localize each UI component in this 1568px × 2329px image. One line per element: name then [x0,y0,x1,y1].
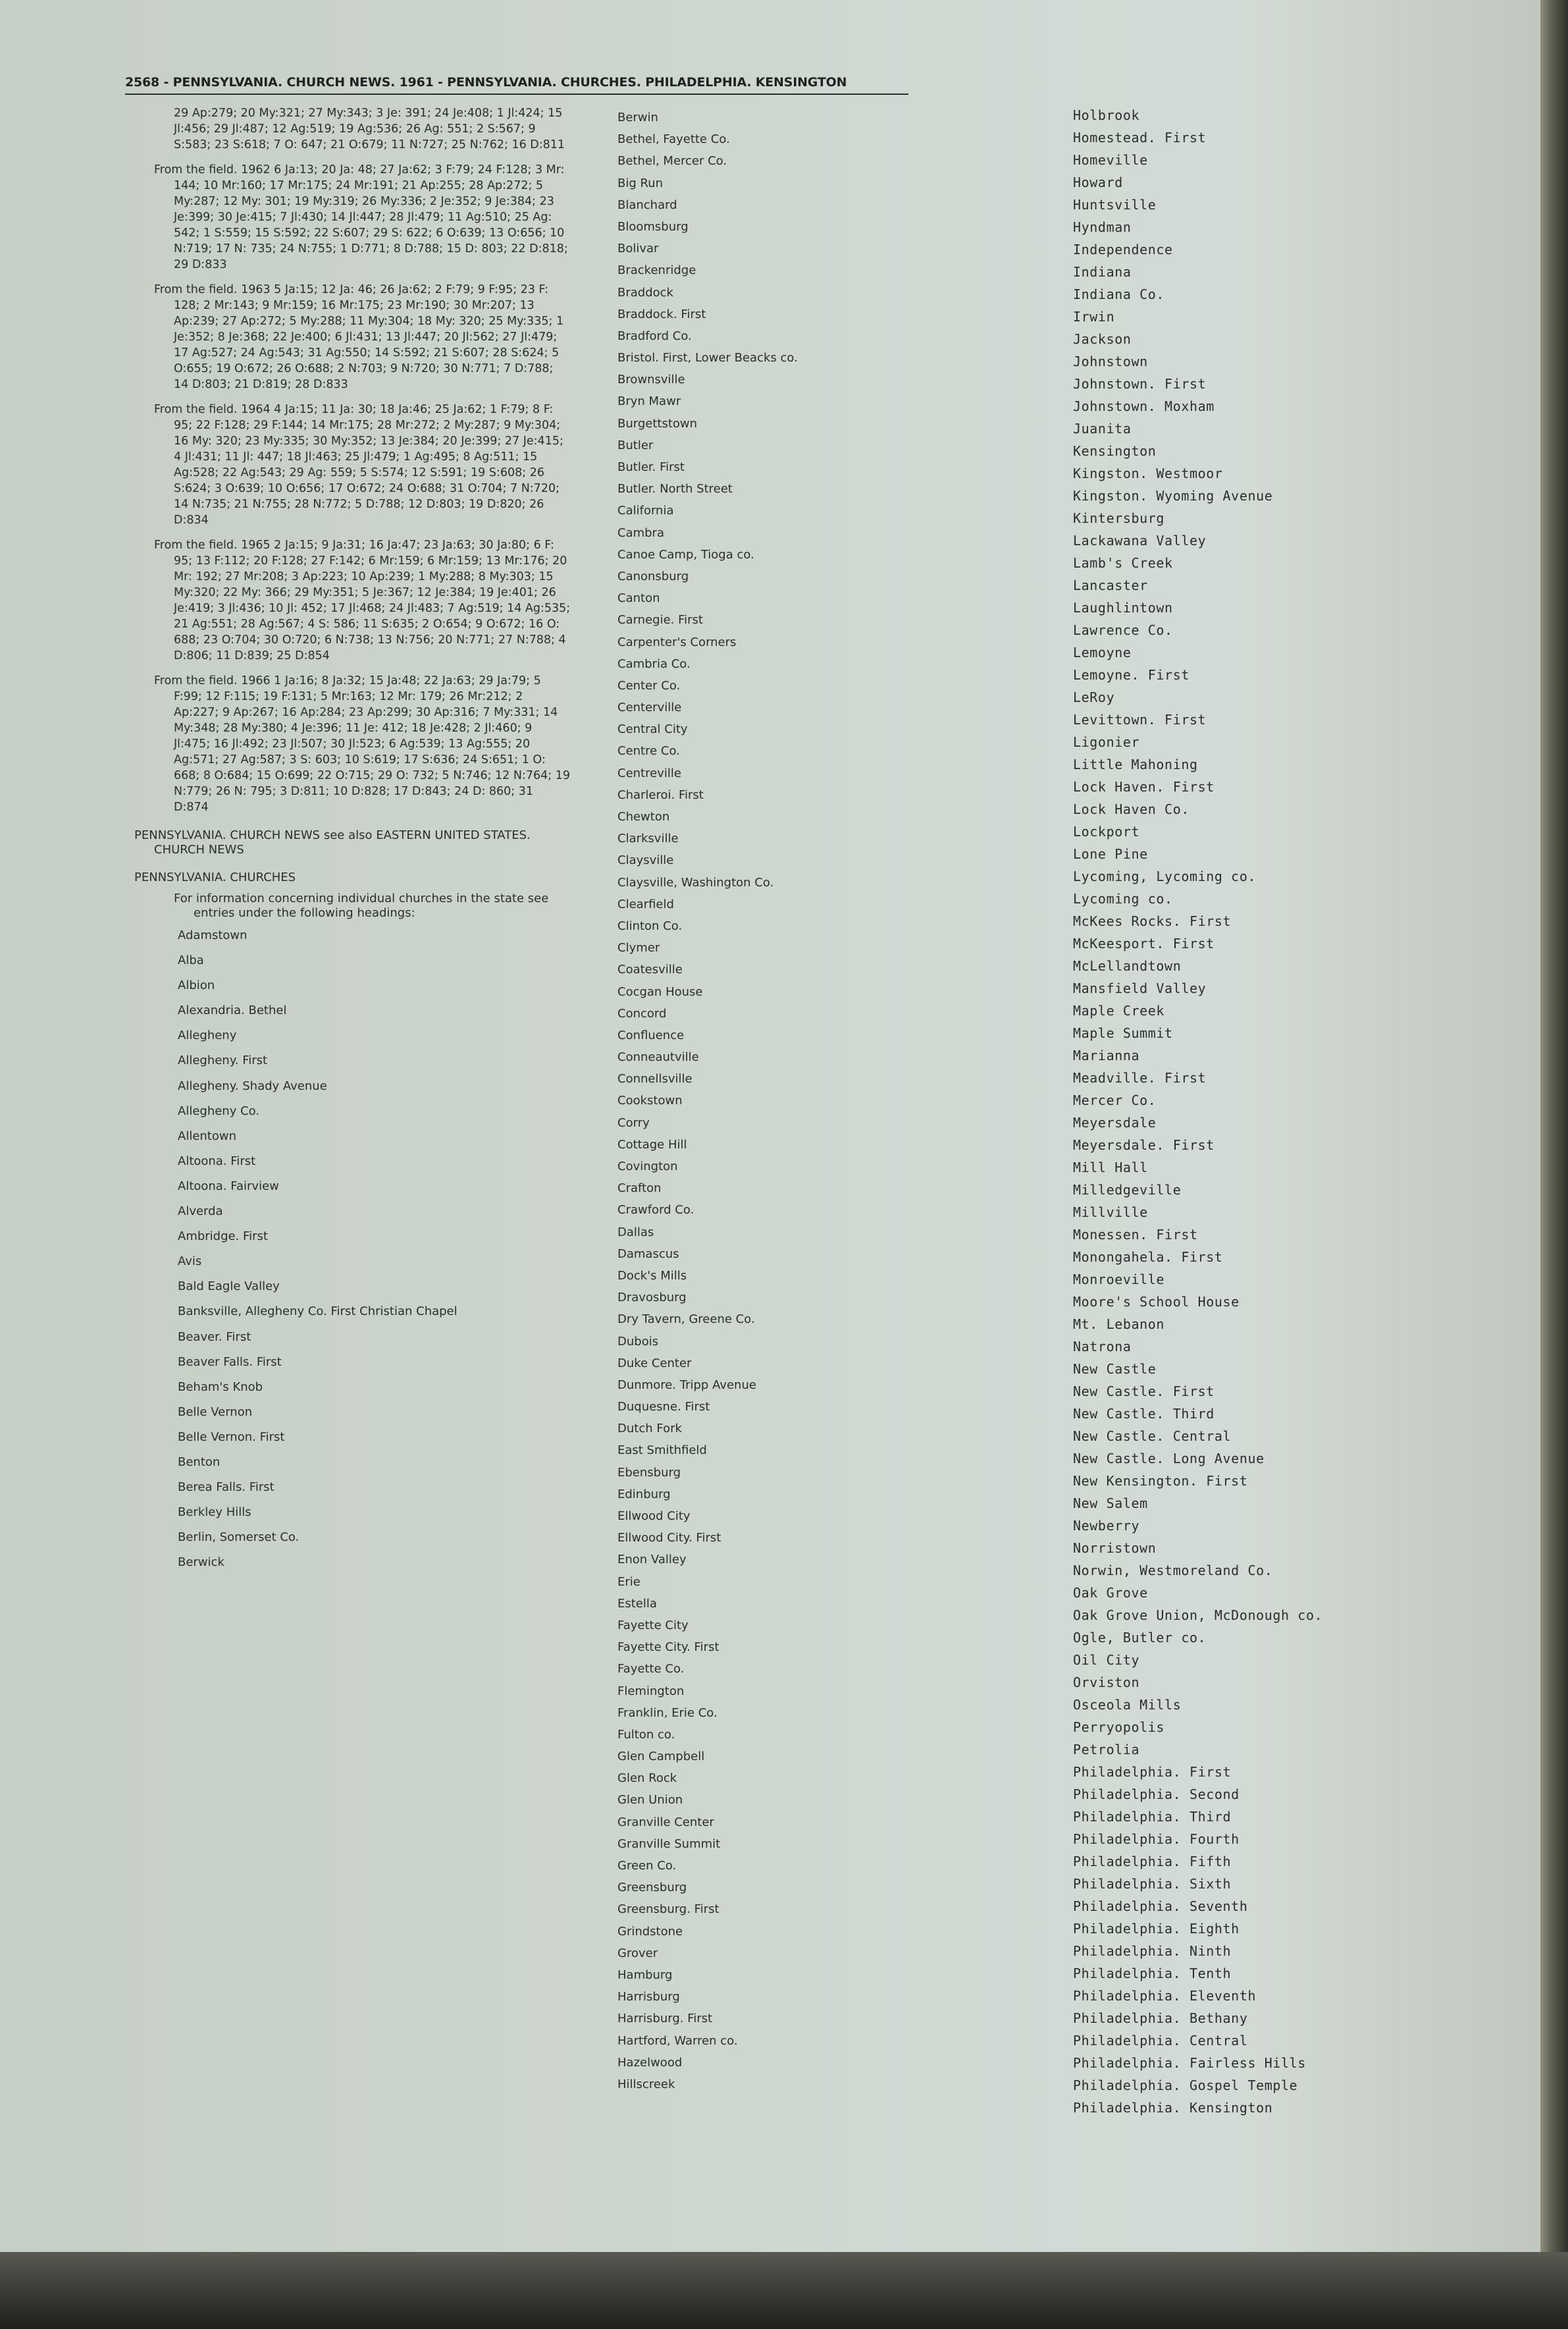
entry-item: Dallas [617,1225,654,1239]
entry-item: Butler. First [617,460,685,474]
entry-item: Philadelphia. Tenth [1073,1966,1232,1981]
entry-item: Burgettstown [617,416,698,431]
entry-item: Philadelphia. Seventh [1073,1898,1248,1914]
entry-item: Franklin, Erie Co. [617,1705,718,1720]
entry-item: Belle Vernon [178,1405,253,1419]
entry-item: Philadelphia. Fourth [1073,1831,1240,1847]
entry-item: Greensburg. First [617,1902,719,1917]
entry-item: Juanita [1073,421,1132,437]
entry-item: Concord [617,1006,667,1021]
entry-item: Homestead. First [1073,130,1207,146]
entry-item: Philadelphia. Fairless Hills [1073,2055,1306,2071]
entry-item: Maple Creek [1073,1003,1165,1019]
entry-item: Carnegie. First [617,613,703,628]
entry-item: Belle Vernon. First [178,1430,285,1444]
entry-item: Banksville, Allegheny Co. First Christian Chapel [178,1304,457,1319]
entry-item: Greensburg [617,1881,687,1895]
entry-item: Ebensburg [617,1465,681,1480]
entry-item: Philadelphia. Second [1073,1786,1240,1802]
entry-item: Conneautville [617,1050,699,1065]
entry-item: Dry Tavern, Greene Co. [617,1312,755,1327]
entry-item: Bethel, Fayette Co. [617,132,730,147]
entry-item: Duquesne. First [617,1400,710,1414]
entry-item: Clearfield [617,897,674,911]
entry-item: Ellwood City. First [617,1531,721,1545]
column-middle [617,111,1012,2099]
entry-item: Chewton [617,810,670,824]
entry-item: Fayette City [617,1618,689,1632]
entry-item: Newberry [1073,1518,1140,1534]
entry-item: Marianna [1073,1048,1140,1063]
entry-item: Cambra [617,525,664,540]
entry-item: Covington [617,1160,678,1173]
entry-item: Claysville [617,853,674,868]
entry-item: Jackson [1073,331,1132,347]
entry-item: Flemington [617,1684,685,1698]
entry-item: Beaver. First [178,1329,251,1344]
citation-paragraph: From the field. 1962 6 Ja:13; 20 Ja: 48; 27 Ja:62; 3 F:79; 24 F:128; 3 Mr: 144; 10 Mr:160; 17 Mr:175; 24 Mr:191; 21 Ap:255; 28 Ap:272; 5 My:287; 12 My: 301; 19 My:319; 26 My:336; 2 Je:352; 9 Je:384; 23 Je:399; 30 Je:415; 7 Jl:430; 14 Jl:447; 28 Jl:479; 11 Ag:510; 25 Ag: 542; 1 S:559; 15 S:592; 22 S:607; 29 S: 622; 6 O:639; 13 O:656; 10 N:719; 17 N: 735; 24 N:755; 1 D:771; 8 D:788; 15 D: 803; 22 D:818; 29 D:833 [154,163,568,271]
entry-item: Connellsville [617,1072,693,1086]
entry-item: Hazelwood [617,2055,683,2070]
entry-item: Bradford Co. [617,329,692,343]
entry-item: Mt. Lebanon [1073,1316,1165,1332]
entry-item: Ogle, Butler co. [1073,1630,1207,1646]
page-header: 2568 - PENNSYLVANIA. CHURCH NEWS. 1961 - PENNSYLVANIA. CHURCHES. PHILADELPHIA. KENSINGTON [125,75,847,90]
entry-item: Alverda [178,1204,223,1219]
entry-item: Howard [1073,174,1123,190]
entry-item: New Castle [1073,1361,1157,1377]
heading-list-middle [617,111,1012,2099]
entry-item: Philadelphia. Gospel Temple [1073,2077,1298,2093]
entry-item: Dubois [617,1334,659,1349]
entry-item: Altoona. First [178,1154,256,1168]
entry-item: Millville [1073,1204,1148,1220]
entry-item: Kensington [1073,443,1157,459]
entry-item: Philadelphia. Bethany [1073,2010,1248,2026]
entry-item: Lemoyne [1073,645,1132,660]
entry-item: Crafton [617,1181,662,1196]
entry-item: Laughlintown [1073,600,1173,616]
heading-list-left [124,928,571,1580]
entry-item: Irwin [1073,309,1115,325]
entry-item: Allegheny. Shady Avenue [178,1079,327,1093]
entry-item: Independence [1073,242,1173,257]
entry-item: Granville Center [617,1815,714,1829]
entry-item: New Kensington. First [1073,1473,1248,1489]
entry-item: Hyndman [1073,219,1132,235]
section-heading: PENNSYLVANIA. CHURCHES [134,870,296,884]
entry-item: Duke Center [617,1356,692,1370]
entry-item: Bald Eagle Valley [178,1279,280,1294]
entry-item: Confluence [617,1028,685,1042]
entry-item: Allegheny Co. [178,1104,260,1118]
entry-item: Johnstown. First [1073,376,1207,392]
entry-item: California [617,504,674,518]
heading-list-right [1073,108,1507,2123]
entry-item: Philadelphia. First [1073,1764,1232,1780]
entry-item: Kintersburg [1073,510,1165,526]
entry-item: Natrona [1073,1339,1132,1354]
entry-item: Hartford, Warren co. [617,2033,738,2048]
entry-item: Granville Summit [617,1836,721,1851]
entry-item: Glen Campbell [617,1750,705,1764]
entry-item: New Castle. Long Avenue [1073,1451,1265,1466]
entry-item: Lycoming, Lycoming co. [1073,869,1257,884]
entry-item: Clinton Co. [617,919,683,933]
entry-item: Bryn Mawr [617,394,681,409]
entry-item: Hillscreek [617,2077,675,2091]
entry-item: Allegheny [178,1029,237,1043]
entry-item: Grindstone [617,1924,683,1939]
entry-item: Bethel, Mercer Co. [617,154,727,169]
entry-item: Dunmore. Tripp Avenue [617,1378,756,1392]
entry-item: Osceola Mills [1073,1697,1182,1713]
entry-item: Indiana Co. [1073,286,1165,302]
entry-item: Ellwood City [617,1509,691,1523]
entry-item: Clarksville [617,832,679,846]
entry-item: Carpenter's Corners [617,635,737,649]
citation-paragraph: From the field. 1964 4 Ja:15; 11 Ja: 30; 18 Ja:46; 25 Ja:62; 1 F:79; 8 F: 95; 22 F:128; 29 F:144; 14 Mr:175; 28 Mr:272; 2 My:287; 9 My:304; 16 My: 320; 23 My:335; 30 My:352; 13 Je:384; 20 Je:399; 27 Je:415; 4 Jl:431; 11 Jl: 447; 18 Jl:463; 25 Jl:479; 1 Ag:495; 8 Ag:511; 15 Ag:528; 22 Ag:543; 29 Ag: 559; 5 S:574; 12 S:591; 19 S:608; 26 S:624; 3 O:639; 10 O:656; 17 O:672; 24 O:688; 31 O:704; 7 N:720; 14 N:735; 21 N:755; 28 N:772; 5 D:788; 12 D:803; 19 D:820; 26 D:834 [154,403,563,527]
entry-item: Cocgan House [617,984,703,999]
column-left [124,105,571,1580]
entry-item: Homeville [1073,152,1148,168]
entry-item: Norristown [1073,1540,1157,1556]
entry-item: Butler. North Street [617,482,733,496]
entry-item: McLellandtown [1073,958,1182,974]
entry-item: Oil City [1073,1652,1140,1668]
entry-item: Lancaster [1073,577,1148,593]
entry-item: Butler [617,438,654,452]
entry-item: Lamb's Creek [1073,555,1173,571]
entry-item: Canonsburg [617,569,689,583]
entry-item: Oak Grove Union, McDonough co. [1073,1607,1323,1623]
entry-item: Philadelphia. Fifth [1073,1854,1232,1869]
entry-item: Charleroi. First [617,788,704,802]
entry-item: Lock Haven. First [1073,779,1215,795]
entry-item: Lycoming co. [1073,891,1173,907]
entry-item: Philadelphia. Central [1073,2033,1248,2048]
entry-item: Indiana [1073,264,1132,280]
entry-item: Brownsville [617,373,685,387]
entry-item: Edinburg [617,1487,671,1501]
entry-item: Centerville [617,701,682,715]
entry-item: Cottage Hill [617,1137,687,1152]
entry-item: Lone Pine [1073,846,1148,862]
citation-paragraph: From the field. 1963 5 Ja:15; 12 Ja: 46; 26 Ja:62; 2 F:79; 9 F:95; 23 F: 128; 2 Mr:143; 9 Mr:159; 16 Mr:175; 23 Mr:190; 30 Mr:207; 13 Ap:239; 27 Ap:272; 5 My:288; 11 My:304; 18 My: 320; 25 My:335; 1 Je:352; 8 Je:368; 22 Je:400; 6 Jl:431; 13 Jl:447; 20 Jl:562; 27 Jl:479; 17 Ag:527; 24 Ag:543; 31 Ag:550; 14 S:592; 21 S:607; 28 S:624; 5 O:655; 19 O:672; 26 O:688; 2 N:703; 9 N:720; 30 N:771; 7 D:788; 14 D:803; 21 D:819; 28 D:833 [154,283,564,391]
entry-item: Holbrook [1073,107,1140,123]
entry-item: Monessen. First [1073,1227,1198,1243]
entry-item: Fayette Co. [617,1662,685,1676]
entry-item: Orviston [1073,1674,1140,1690]
entry-item: Coatesville [617,963,683,977]
entry-item: McKees Rocks. First [1073,913,1232,929]
entry-item: Center Co. [617,678,681,693]
section-intro: For information concerning individual churches in the state see entries under the following headings: [174,892,549,920]
entry-item: Philadelphia. Kensington [1073,2100,1273,2116]
entry-item: Lemoyne. First [1073,667,1189,683]
page-edge-shadow [1540,0,1568,2329]
entry-item: Allentown [178,1129,236,1143]
entry-item: Canton [617,591,660,606]
entry-item: Dravosburg [617,1291,687,1305]
entry-item: Philadelphia. Eighth [1073,1921,1240,1937]
entry-item: Meadville. First [1073,1070,1207,1086]
entry-item: Little Mahoning [1073,757,1198,772]
entry-item: Albion [178,978,215,993]
entry-item: Dock's Mills [617,1268,687,1283]
entry-item: Braddock [617,285,673,300]
entry-item: Berwick [178,1555,224,1570]
entry-item: Claysville, Washington Co. [617,875,774,890]
entry-item: Beaver Falls. First [178,1354,282,1369]
entry-item: Alba [178,953,204,968]
entry-item: Philadelphia. Third [1073,1809,1232,1825]
entry-item: Green Co. [617,1859,677,1873]
entry-item: East Smithfield [617,1443,707,1458]
entry-item: Braddock. First [617,307,706,321]
entry-item: Philadelphia. Ninth [1073,1943,1232,1959]
entry-item: Central City [617,722,688,737]
citation-paragraph: From the field. 1966 1 Ja:16; 8 Ja:32; 15 Ja:48; 22 Ja:63; 29 Ja:79; 5 F:99; 12 F:115; 19 F:131; 5 Mr:163; 12 Mr: 179; 26 Mr:212; 2 Ap:227; 9 Ap:267; 16 Ap:284; 23 Ap:299; 30 Ap:316; 7 My:331; 14 My:348; 28 My:380; 4 Je:396; 11 Je: 412; 18 Je:428; 2 Jl:460; 9 Jl:475; 16 Jl:492; 23 Jl:507; 30 Jl:523; 6 Ag:539; 13 Ag:555; 20 Ag:571; 27 Ag:587; 3 S: 603; 10 S:619; 17 S:636; 24 S:651; 1 O: 668; 8 O:684; 15 O:699; 22 O:715; 29 O: 732; 5 N:746; 12 N:764; 19 N:779; 26 N: 795; 3 D:811; 10 D:828; 17 D:843; 24 D: 860; 31 D:874 [154,674,570,814]
entry-item: Berea Falls. First [178,1480,274,1495]
entry-item: Bolivar [617,242,659,256]
entry-item: Dutch Fork [617,1422,682,1436]
entry-item: Glen Union [617,1793,683,1807]
entry-item: Cookstown [617,1094,683,1108]
entry-item: Crawford Co. [617,1203,694,1218]
entry-item: Levittown. First [1073,712,1207,728]
entry-item: Lackawana Valley [1073,533,1207,549]
entry-item: Grover [617,1946,658,1960]
entry-item: New Castle. Central [1073,1428,1232,1444]
entry-item: Perryopolis [1073,1719,1165,1735]
entry-item: Berlin, Somerset Co. [178,1530,300,1545]
entry-item: Milledgeville [1073,1182,1182,1198]
entry-item: Monroeville [1073,1272,1165,1287]
entry-item: Blanchard [617,198,677,212]
entry-item: Centreville [617,766,681,780]
entry-item: Fulton co. [617,1727,675,1742]
entry-item: Beham's Knob [178,1379,263,1394]
entry-item: Brackenridge [617,263,696,278]
entry-item: Ambridge. First [178,1229,268,1244]
column-right [1073,108,1507,2123]
entry-item: Philadelphia. Sixth [1073,1876,1232,1892]
entry-item: Clymer [617,941,660,955]
entry-item: Philadelphia. Eleventh [1073,1988,1257,2004]
entry-item: Lock Haven Co. [1073,801,1189,817]
entry-item: New Castle. Third [1073,1406,1215,1422]
entry-item: Huntsville [1073,197,1157,213]
entry-item: Allegheny. First [178,1054,268,1068]
entry-item: Meyersdale [1073,1115,1157,1131]
entry-item: New Castle. First [1073,1383,1215,1399]
entry-item: Adamstown [178,928,248,942]
header-rule [125,94,908,95]
entry-item: Fayette City. First [617,1640,719,1655]
entry-item: New Salem [1073,1495,1148,1511]
entry-item: Meyersdale. First [1073,1137,1215,1153]
entry-item: Damascus [617,1246,679,1261]
entry-item: Moore's School House [1073,1294,1240,1310]
entry-item: Benton [178,1455,221,1469]
entry-item: Lawrence Co. [1073,622,1173,638]
citation-paragraph: From the field. 1965 2 Ja:15; 9 Ja:31; 16 Ja:47; 23 Ja:63; 30 Ja:80; 6 F: 95; 13 F:112; 20 F:128; 27 F:142; 6 Mr:159; 6 Mr:159; 13 Mr:176; 20 Mr: 192; 27 Mr:208; 3 Ap:223; 10 Ap:239; 1 My:288; 8 My:303; 15 My:320; 22 My: 366; 29 My:351; 5 Je:367; 12 Je:384; 19 Je:401; 26 Je:419; 3 Jl:436; 10 Jl: 452; 17 Jl:468; 24 Jl:483; 7 Ag:519; 14 Ag:535; 21 Ag:551; 28 Ag:567; 4 S: 586; 11 S:635; 2 O:654; 9 O:672; 16 O: 688; 23 O:704; 30 O:720; 6 N:738; 13 N:756; 20 N:771; 27 N:788; 4 D:806; 11 D:839; 25 D:854 [154,539,571,662]
entry-item: Norwin, Westmoreland Co. [1073,1563,1273,1578]
entry-item: Berkley Hills [178,1505,251,1520]
entry-item: Oak Grove [1073,1585,1148,1601]
entry-item: Kingston. Westmoor [1073,466,1223,481]
entry-item: Johnstown [1073,354,1148,369]
entry-item: Lockport [1073,824,1140,840]
entry-item: Corry [617,1115,650,1130]
entry-item: Altoona. Fairview [178,1179,279,1193]
entry-item: Hamburg [617,1968,673,1982]
see-also-note: PENNSYLVANIA. CHURCH NEWS see also EASTERN UNITED STATES. CHURCH NEWS [134,828,531,857]
entry-item: Harrisburg [617,1990,680,2004]
entry-item: Erie [617,1574,640,1589]
entry-item: McKeesport. First [1073,936,1215,951]
entry-item: Mansfield Valley [1073,980,1207,996]
entry-item: Maple Summit [1073,1025,1173,1041]
entry-item: Big Run [617,176,664,190]
entry-item: Petrolia [1073,1742,1140,1757]
entry-item: Bloomsburg [617,219,689,234]
entry-item: Canoe Camp, Tioga co. [617,547,754,562]
entry-item: Ligonier [1073,734,1140,750]
entry-item: Bristol. First, Lower Beacks co. [617,351,798,365]
entry-item: Mill Hall [1073,1160,1148,1175]
entry-item: Mercer Co. [1073,1092,1157,1108]
entry-item: LeRoy [1073,689,1115,705]
entry-item: Glen Rock [617,1771,677,1786]
entry-item: Berwin [617,111,658,124]
entry-item: Cambria Co. [617,656,691,671]
citation-paragraph: 29 Ap:279; 20 My:321; 27 My:343; 3 Je: 391; 24 Je:408; 1 Jl:424; 15 Jl:456; 29 Jl:487; 12 Ag:519; 19 Ag:536; 26 Ag: 551; 2 S:567; 9 S:583; 23 S:618; 7 O: 647; 21 O:679; 11 N:727; 25 N:762; 16 D:811 [174,107,565,151]
entry-item: Johnstown. Moxham [1073,398,1215,414]
entry-item: Enon Valley [617,1553,687,1567]
entry-item: Centre Co. [617,744,680,759]
entry-item: Kingston. Wyoming Avenue [1073,488,1273,504]
scan-background [0,2252,1568,2329]
entry-item: Alexandria. Bethel [178,1004,287,1018]
entry-item: Estella [617,1596,657,1611]
entry-item: Harrisburg. First [617,2012,713,2026]
entry-item: Avis [178,1254,202,1269]
entry-item: Monongahela. First [1073,1249,1223,1265]
